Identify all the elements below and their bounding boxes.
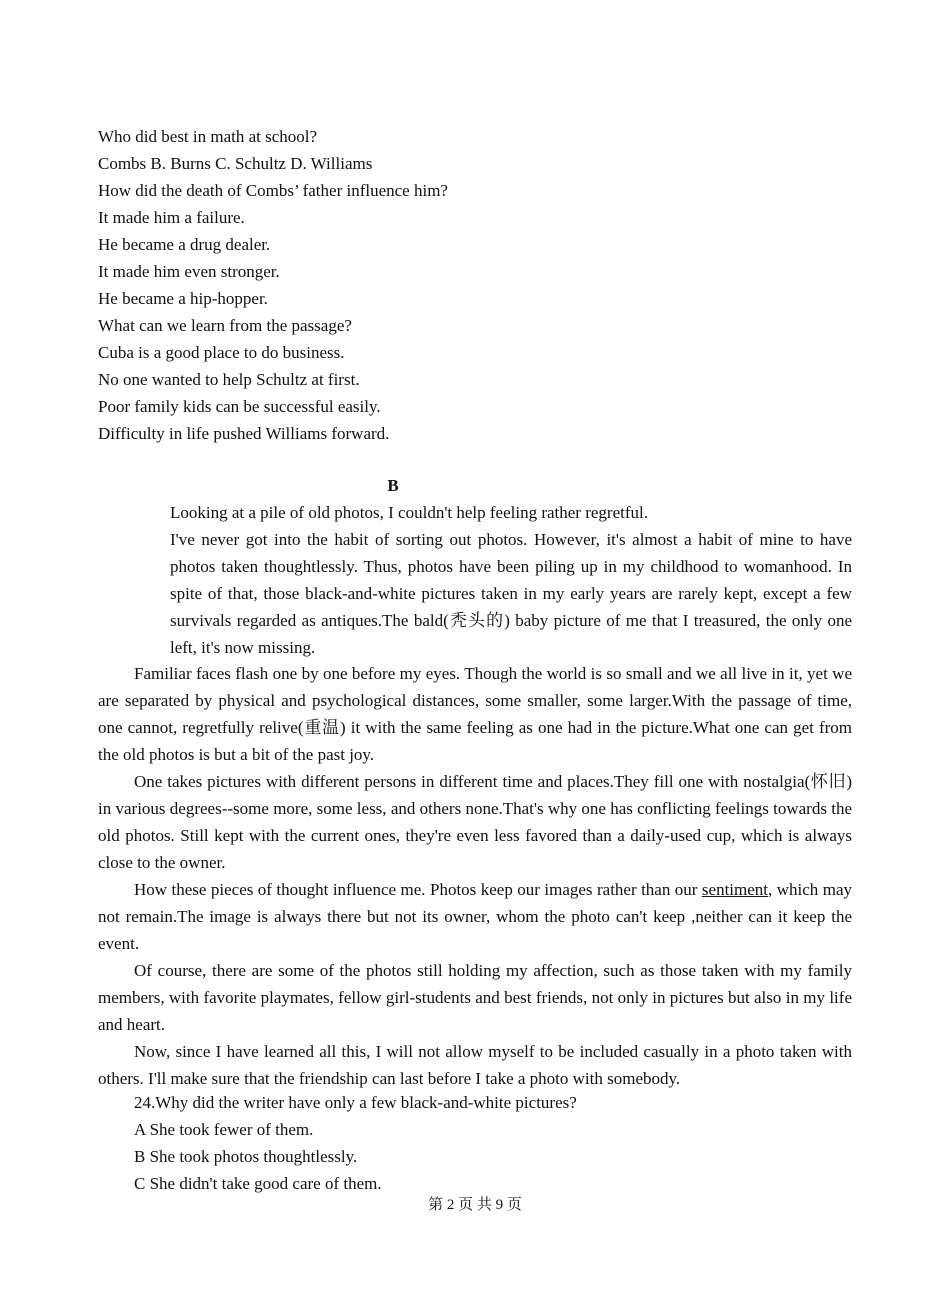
question-stem: 24.Why did the writer have only a few black-and-white pictures? [134, 1093, 577, 1112]
passage-body [98, 660, 852, 1092]
passage-paragraph: Of course, there are some of the photos still holding my affection, such as those taken with my family members, with favorite playmates, fellow girl-students and best friends, not only in pictures but also in my life and heart. [98, 961, 852, 1034]
answer-options: Combs B. Burns C. Schultz D. Williams [98, 154, 373, 173]
passage-intro [170, 499, 852, 661]
answer-option: No one wanted to help Schultz at first. [98, 370, 360, 389]
passage-paragraph: Looking at a pile of old photos, I couldn't help feeling rather regretful. [170, 503, 648, 522]
answer-option: Cuba is a good place to do business. [98, 343, 345, 362]
previous-questions [98, 123, 858, 447]
passage-paragraph: One takes pictures with different persons in different time and places.They fill one with nostalgia(怀旧) in various degrees--some more, some less, and others none.That's why one has conflicting feelings towards the old photos. Still kept with the current ones, they're even less favored than a daily-used cup, which is always close to the owner. [98, 772, 852, 872]
answer-option: Poor family kids can be successful easily. [98, 397, 381, 416]
passage-paragraph: Now, since I have learned all this, I will not allow myself to be included casually in a photo taken with others. I'll make sure that the friendship can last before I take a photo with somebody. [98, 1042, 852, 1088]
answer-option: He became a hip-hopper. [98, 289, 268, 308]
question-24 [134, 1089, 852, 1197]
answer-option: It made him even stronger. [98, 262, 280, 281]
answer-option: It made him a failure. [98, 208, 245, 227]
passage-paragraph-sentiment [98, 876, 852, 957]
text-run: How these pieces of thought influence me. Photos keep our images rather than our [134, 880, 702, 899]
answer-option: Difficulty in life pushed Williams forward. [98, 424, 390, 443]
question-text: What can we learn from the passage? [98, 316, 352, 335]
answer-option: B She took photos thoughtlessly. [134, 1147, 358, 1166]
answer-option: A She took fewer of them. [134, 1120, 314, 1139]
answer-option: He became a drug dealer. [98, 235, 271, 254]
passage-paragraph: I've never got into the habit of sorting out photos. However, it's almost a habit of mine to have photos taken thoughtlessly. Thus, photos have been piling up in my childhood to womanhood. In spite of that, those black-and-white pictures taken in my early years are rarely kept, except a few survivals regarded as antiques.The bald(秃头的) baby picture of me that I treasured, the only one left, it's now missing. [170, 530, 852, 657]
question-text: Who did best in math at school? [98, 127, 318, 146]
passage-paragraph: Familiar faces flash one by one before my eyes. Though the world is so small and we all live in it, yet we are separated by physical and psychological distances, some smaller, some larger.With the passage of time, one cannot, regretfully relive(重温) it with the same feeling as one had in the picture.What one can get from the old photos is but a bit of the past joy. [98, 664, 852, 764]
question-text: How did the death of Combs’ father influence him? [98, 181, 448, 200]
section-title: B [387, 476, 399, 495]
page-footer: 第 2 页 共 9 页 [428, 1197, 522, 1213]
text-run: , which may not remain.The image is always there but not its owner, whom the photo can't keep ,neither can it keep the event. [98, 880, 852, 953]
underlined-word: sentiment [701, 880, 769, 899]
answer-option: C She didn't take good care of them. [134, 1174, 382, 1193]
